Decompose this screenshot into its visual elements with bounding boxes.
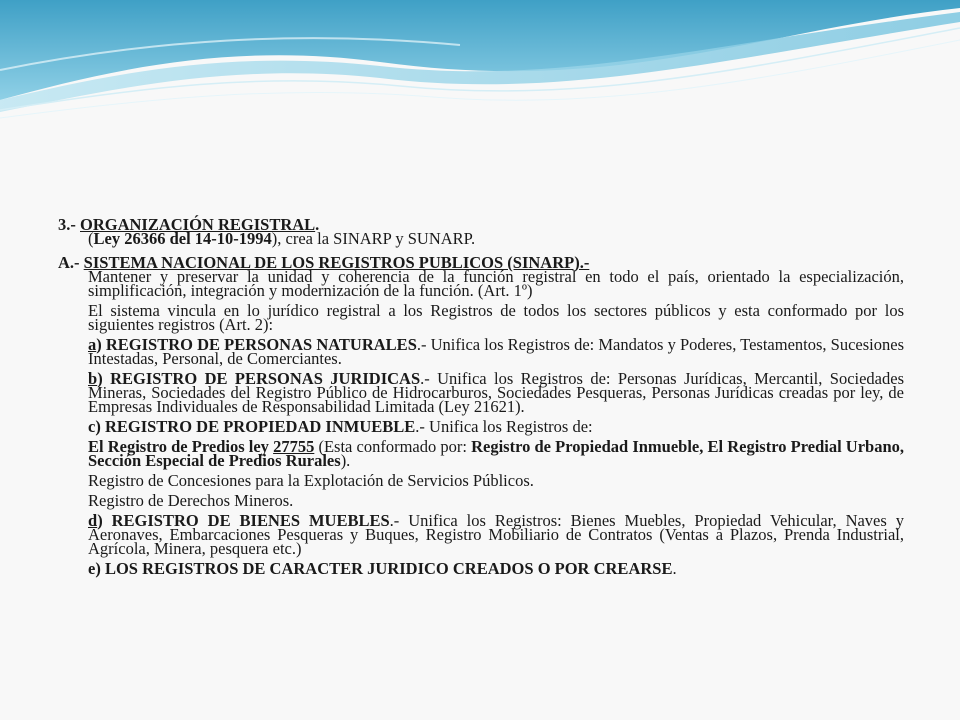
item-d xyxy=(58,511,904,558)
item-c-title: c) REGISTRO DE PROPIEDAD INMUEBLE xyxy=(88,417,416,436)
section-a-number: A.- xyxy=(58,253,84,272)
item-d-letter: d xyxy=(88,511,98,530)
item-a-text: .- Unifica los Registros de: Mandatos y Poderes, Testamentos, Sucesiones Intestadas, Personal, de Comerciantes. xyxy=(88,335,904,368)
registro-concesiones: Registro de Concesiones para la Explotación de Servicios Públicos. xyxy=(88,471,534,490)
item-b-letter: b xyxy=(88,369,98,388)
item-a-letter: a xyxy=(88,335,97,354)
decorative-wave-banner xyxy=(0,0,960,125)
registro-mineros: Registro de Derechos Mineros. xyxy=(88,491,294,510)
registro-predios: El Registro de Predios ley 27755 (Esta conformado por: Registro de Propiedad Inmueble, El Registro Predial Urbano, Sección Especial de Predios Rurales). xyxy=(88,437,905,470)
item-b xyxy=(58,369,904,416)
law-27755: 27755 xyxy=(273,437,315,456)
heading-3-number: 3.- xyxy=(58,215,80,234)
item-a xyxy=(58,335,904,368)
item-c xyxy=(58,417,904,436)
item-b-text: .- Unifica los Registros de: Personas Jurídicas, Mercantil, Sociedades Mineras, Sociedades del Registro Público de Hidrocarburos, Sociedades Pesqueras, Personas Jurídicas creadas por ley, de Empresas Individuales de Responsabilidad Limitada (Ley 21621). xyxy=(88,369,904,416)
item-a-title: ) REGISTRO DE PERSONAS NATURALES xyxy=(96,335,417,354)
item-d-title: ) REGISTRO DE BIENES MUEBLES xyxy=(97,511,390,530)
heading-3-tail: . xyxy=(315,215,320,234)
document-body xyxy=(58,215,905,578)
item-c-text: .- Unifica los Registros de: xyxy=(415,417,593,436)
law-reference: (Ley 26366 del 14-10-1994), crea la SINARP y SUNARP. xyxy=(88,229,476,248)
law-number: Ley 26366 del 14-10-1994 xyxy=(93,229,272,248)
paragraph-system: El sistema vincula en lo jurídico registral a los Registros de todos los sectores públicos y esta conformado por los siguientes registros (Art. 2): xyxy=(88,301,904,334)
section-a-title: SISTEMA NACIONAL DE LOS REGISTROS PUBLICOS (SINARP).- xyxy=(83,253,590,272)
item-b-title: ) REGISTRO DE PERSONAS JURIDICAS xyxy=(97,369,421,388)
heading-3-title: ORGANIZACIÓN REGISTRAL xyxy=(80,215,316,234)
item-e: e) LOS REGISTROS DE CARACTER JURIDICO CREADOS O POR CREARSE. xyxy=(88,559,677,578)
item-e-title: e) LOS REGISTROS DE CARACTER JURIDICO CREADOS O POR CREARSE xyxy=(88,559,673,578)
item-d-text: .- Unifica los Registros: Bienes Muebles, Propiedad Vehicular, Naves y Aeronaves, Embarcaciones Pesqueras y Buques, Registro Mobiliario de Contratos (Ventas a Plazos, Prenda Industrial, Agrícola, Minera, pesquera etc.) xyxy=(88,511,904,558)
paragraph-purpose: Mantener y preservar la unidad y coherencia de la función registral en todo el país, orientado la especialización, simplificación, integración y modernización de la función. (Art. 1º) xyxy=(88,267,904,300)
